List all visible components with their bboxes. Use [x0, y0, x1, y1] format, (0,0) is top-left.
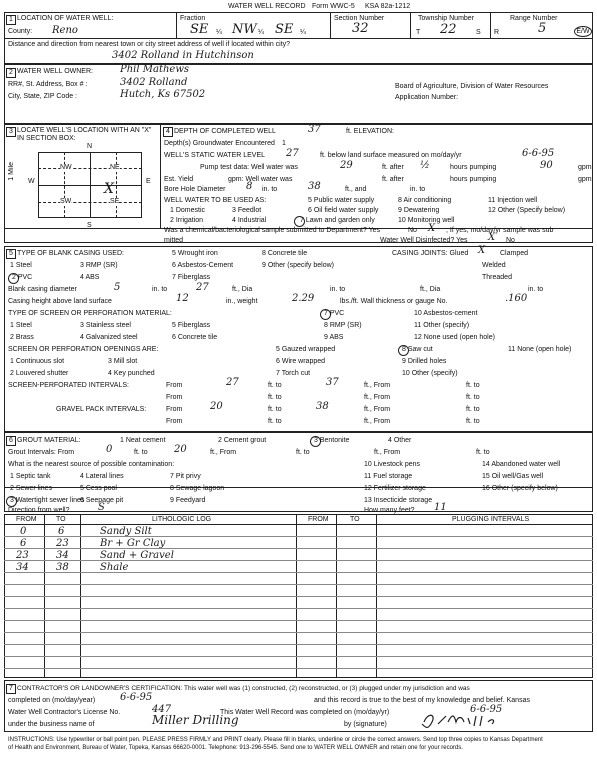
casing-gauge: .160	[505, 293, 528, 304]
county-value: Reno	[52, 25, 78, 36]
city-value: Hutch, Ks 67502	[120, 89, 206, 100]
static-level: 27	[286, 148, 299, 159]
log-row-to: 23	[56, 538, 69, 549]
record-date: 6-6-95	[470, 704, 503, 715]
instructions-line-2: of Health and Environment, Bureau of Water, Topeka, Kansas 66620-0001. Telephone: 913-296-5545. Send one to WATER WELL OWNER and retain one for your records.	[8, 745, 463, 751]
casing-height: 12	[176, 293, 189, 304]
ksa-ref: KSA 82a-1212	[365, 3, 411, 10]
locate-label: LOCATE WELL'S LOCATION WITH AN "X" IN SECTION BOX:	[17, 127, 152, 142]
certification-text: CONTRACTOR'S OR LANDOWNER'S CERTIFICATION: This water well was (1) constructed, (2) reconstructed, or (3) plugged under my jurisdiction and was	[17, 685, 470, 692]
completed-date: 6-6-95	[120, 692, 153, 703]
perf-to: 37	[326, 377, 339, 388]
pump-level: 29	[340, 160, 353, 171]
location-label: LOCATION OF WATER WELL:	[17, 15, 114, 22]
log-row-to: 38	[56, 562, 69, 573]
feet-value: 11	[434, 502, 447, 513]
bore-depth: 38	[308, 181, 321, 192]
gravel-from: 20	[210, 401, 223, 412]
pump-hours: ½	[420, 160, 430, 171]
log-row-from: 0	[20, 526, 27, 537]
log-header-to-2: TO	[350, 516, 360, 523]
contractor-signature	[418, 710, 528, 730]
distance-label: Distance and direction from nearest town or city street address of well if located within city?	[8, 41, 291, 48]
grout-from: 0	[106, 444, 113, 455]
log-header-from-2: FROM	[308, 516, 329, 523]
well-depth: 37	[308, 124, 321, 135]
address-label: RR#, St. Address, Box # :	[8, 81, 88, 88]
owner-label: WATER WELL OWNER:	[17, 68, 93, 75]
log-row-from: 23	[16, 550, 29, 561]
log-row-from: 34	[16, 562, 29, 573]
fraction-label: Fraction	[180, 15, 206, 22]
log-header-to: TO	[56, 516, 66, 523]
water-well-record-form: WATER WELL RECORD Form WWC-5 KSA 82a-1212 1 LOCATION OF WATER WELL: County: Reno Fraction SE ¼ NW ¼ SE ¼ Section Number 32 Township Number T 22 S Range Number R 5 E/W Distance and direction from nearest town or city street address of well if located within city? 3402 Rolland in Hutchinson 2 WATER WELL OWNER: Phil Mathews RR#, St. Address, Box # : 3402 Rolland City, State, ZIP Code : Hutch, Ks 67502 Board of Agriculture, Division of Water Resources Application Number: 3 LOCATE WELL'S LOCATION WITH AN "X" IN SECTION BOX: N S W E 1 Mile NW NE SW SE X 4 DEPTH OF COMPLETED WELL 37 ft. ELEVATION: Depth(s) Groundwater Encountered 1 WELL'S STATIC WATER LEVEL 27 ft. below land surface measured on mo/day/yr 6-6-95 Pump test data: Well water was 29 ft. after ½ hours pumping 90 gpm Est. Yield gpm: Well water was ft. after hours pumping gpm Bore Hole Diameter 8 in. to 38 ft., and in. to WELL WATER TO BE USED AS: 5 Public water supply 8 Air conditioning 11 Injection well 1 Domestic 3 Feedlot 6 Oil field water supply 9 Dewatering 12 Other (Specify below) 2 Irrigation 4 Industrial 7 Lawn and garden only 10 Monitoring well Was a chemical/bacteriological sample submitted to Department? Yes X No ; If yes, mo/day/yr sample was sub mitted Water Well Disinfected? Yes X No 5 TYPE OF BLANK CASING USED: 1 Steel 3 RMP (SR) 5 Wrought iron 6 Asbestos-Cement 7 Fiberglass 8 Concrete tile 9 Other (specify below) 2 PVC 4 ABS CASING JOINTS: Glued X Clamped Welded Threaded Blank casing diameter 5 in. to 27 ft., Dia in. to ft., Dia in. to Casing height above land surface 12 in., weight 2.29 lbs./ft. Wall thickness or gauge No. .160 TYPE OF SCREEN OR PERFORATION MATERIAL: 1 Steel 3 Stainless steel 5 Fiberglass 7 PVC 10 Asbestos-cement 2 Brass 4 Galvanized steel 6 Concrete tile 8 RMP (SR) 11 Other (specify) 9 ABS 12 None used (open hole) SCREEN OR PERFORATION OPENINGS ARE: 1 Continuous slot 3 Mill slot 5 Gauzed wrapped 8 Saw cut 11 None (open hole) 2 Louvered shutter 4 Key punched 6 Wire wrapped 9 Drilled holes 7 Torch cut 10 Other (specify) SCREEN-PERFORATED INTERVALS: From 27 ft. to 37 ft., From ft. to From ft. to ft., From ft. to GRAVEL PACK INTERVALS: From 20 ft. to 38 ft., From ft. to From ft. to ft., From ft. to 6 GROUT MATERIAL: 1 Neat cement 2 Cement grout 3 Bentonite 4 Other Grout Intervals: From 0 ft. to 20 ft., From ft. to ft., From ft. to What is the nearest source of possible contamination: 1 Septic tank 4 Lateral lines 7 Pit privy 10 Livestock pens 14 Abandoned water well 11 Fuel storage 15 Oil well/Gas well 2 Sewer lines 5 Cess pool 8 Sewage lagoon 12 Fertilizer storage 16 Other (specify below) 3 Watertight sewer lines 6 Seepage pit 9 Feedyard 13 Insecticide storage Direction from well? S How many feet? 11 FROM TO LITHOLOGIC LOG FROM TO PLUGGING INTERVALS 0 6 Sandy Silt 6 23 Br + Gr Clay 23 34 Sand + Gravel 34 38 Shale 7 CONTRACTOR'S OR LANDOWNER'S CERTIFICATION: This water well was (1) constructed, (2) reconstructed, or (3) plugged under my jurisdiction and was completed on (mo/day/year) 6-6-95 and this record is true to the best of my knowledge and belief. Kansas Water Well Contractor's License No. 447 This Water Well Record was completed on (mo/day/yr) 6-6-95 under the business name of Miller Drilling by (signature) INSTRUCTIONS: Use typewriter or ball point pen. PLEASE PRESS FIRMLY and PRINT clearly. Please fill in blanks, underline or circle the correct answers. Send top three copies to Kansas Department of Health and Environment, Bureau of Water, Topeka, Kansas 66620-0001. Telephone: 913-296-5545. Send one to WATER WELL OWNER and retain one for your records.	[0, 0, 597, 763]
city-label: City, State, ZIP Code :	[8, 93, 77, 100]
log-row-to: 6	[58, 526, 65, 537]
application-number-label: Application Number:	[395, 94, 459, 101]
direction-value: S	[98, 502, 105, 513]
perf-from: 27	[226, 377, 239, 388]
instructions-line-1: INSTRUCTIONS: Use typewriter or ball point pen. PLEASE PRESS FIRMLY and PRINT clearly. Please fill in blanks, underline or circle the correct answers. Send top three copies to Kansas Department	[8, 737, 543, 743]
distance-value: 3402 Rolland in Hutchinson	[112, 50, 254, 61]
log-header-lithologic: LITHOLOGIC LOG	[152, 516, 212, 523]
form-title: WATER WELL RECORD	[228, 3, 306, 10]
casing-depth: 27	[196, 282, 209, 293]
log-row-desc: Br + Gr Clay	[100, 538, 166, 549]
county-label: County:	[8, 28, 33, 35]
fraction-3: SE	[275, 22, 294, 37]
section-number-label: Section Number	[334, 15, 385, 22]
business-name: Miller Drilling	[152, 713, 239, 727]
license-number: 447	[152, 704, 172, 715]
range-label: Range Number	[510, 15, 558, 22]
ew-circle: E/W	[574, 26, 592, 37]
log-header-plugging: PLUGGING INTERVALS	[452, 516, 530, 523]
fraction-2: NW	[232, 22, 257, 37]
static-date: 6-6-95	[522, 148, 555, 159]
range-number: 5	[538, 21, 547, 36]
casing-weight: 2.29	[292, 293, 315, 304]
fraction-1: SE	[190, 22, 209, 37]
form-number: Form WWC-5	[312, 3, 355, 10]
log-row-desc: Shale	[100, 562, 129, 573]
grout-to: 20	[174, 444, 187, 455]
log-header-from: FROM	[16, 516, 37, 523]
log-row-desc: Sandy Silt	[100, 526, 152, 537]
section-number: 32	[352, 21, 369, 36]
log-row-from: 6	[20, 538, 27, 549]
casing-diameter: 5	[114, 282, 121, 293]
township-label: Township Number	[418, 15, 475, 22]
section-1-number: 1	[6, 15, 16, 25]
board-label: Board of Agriculture, Division of Water Resources	[395, 83, 549, 90]
township-number: 22	[440, 22, 457, 37]
address-value: 3402 Rolland	[120, 77, 188, 88]
bore-diameter: 8	[246, 181, 253, 192]
owner-name: Phil Mathews	[120, 64, 190, 75]
gravel-to: 38	[316, 401, 329, 412]
pump-gpm: 90	[540, 160, 553, 171]
log-row-to: 34	[56, 550, 69, 561]
log-row-desc: Sand + Gravel	[100, 550, 174, 561]
location-mark: X	[104, 181, 114, 197]
